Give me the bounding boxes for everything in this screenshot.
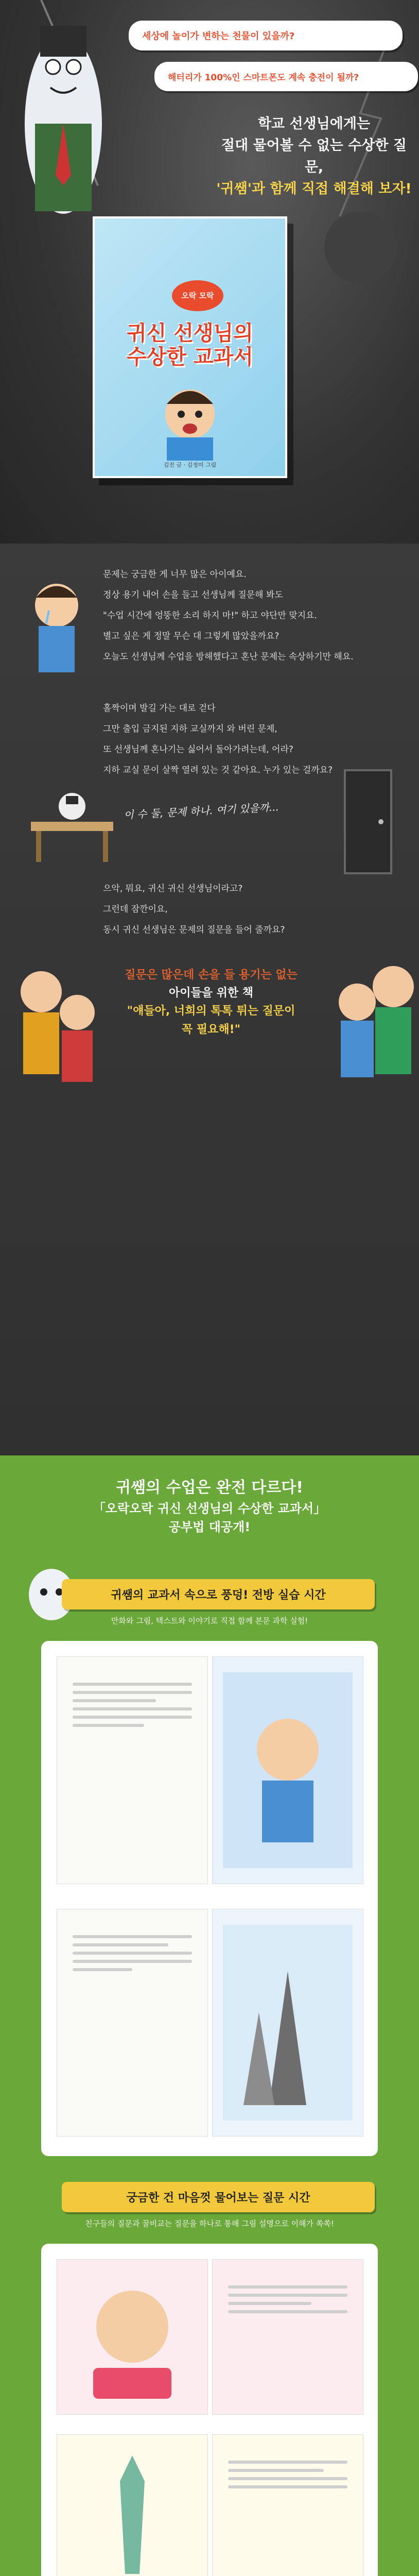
step2-page-right-2 — [212, 2434, 363, 2576]
step2-page-right — [212, 2259, 363, 2415]
intro-line: 그런데 잠깐이요, — [103, 904, 168, 914]
intro-line: 으악, 뭐요, 귀신 귀신 선생님이라고? — [103, 884, 243, 894]
step1-page-right — [212, 1656, 363, 1884]
intro-section — [0, 544, 419, 1455]
intro-line: "수업 시간에 엉뚱한 소리 하지 마!" 하고 야단만 맞지요. — [103, 611, 317, 621]
crying-boy-illustration — [21, 574, 93, 677]
step2-heading: 궁금한 건 마음껏 물어보는 질문 시간 — [62, 2182, 375, 2212]
creepy-door-illustration — [340, 765, 396, 878]
step1-page-right-2 — [212, 1909, 363, 2137]
intro-line: 그만 출입 금지된 지하 교실까지 와 버린 문제, — [103, 724, 277, 734]
intro-line: 오늘도 선생님께 수업을 방해했다고 혼난 문제는 속상하기만 해요. — [103, 652, 354, 662]
intro-callout: 질문은 많은데 손을 들 용기는 없는 아이들을 위한 책 "얘들아, 너희의 톡톡 튀는 질문이 꼭 필요해!" — [125, 969, 298, 1036]
book-badge: 오락 모락 — [172, 280, 223, 311]
question-bubble-2: 해터리가 100%인 스마트폰도 계속 충전이 될까? — [154, 62, 418, 91]
step1-spreads — [41, 1641, 378, 2156]
intro-line: 홀짝이며 발길 가는 대로 걷다 — [103, 703, 216, 714]
method-section — [0, 1455, 419, 2576]
step2-page-left — [57, 2259, 208, 2415]
intro-line: 또 선생님께 혼나기는 싫어서 돌아가려는데, 어라? — [103, 744, 293, 755]
intro-line: 동시 귀신 선생님은 문제의 질문을 들어 줄까요? — [103, 925, 285, 935]
intro-line: 정상 용기 내어 손을 들고 선생님께 질문해 봐도 — [103, 590, 283, 600]
method-title: 귀쌤의 수업은 완전 다르다! 「오락오락 귀신 선생님의 수상한 교과서」 공부법 대공개! — [93, 1479, 326, 1534]
intro-line: 별고 싶은 게 정말 무슨 대 그렇게 많았을까요? — [103, 631, 280, 641]
step2-page-left-2 — [57, 2434, 208, 2576]
book-author: 김진 글 · 김정미 그림 — [163, 462, 217, 468]
whisper-text: 이 수 둘, 문제 하나. 여기 있을까... — [123, 801, 280, 821]
kids-group-left-illustration — [10, 956, 103, 1090]
question-bubble-1: 세상에 놀이가 변하는 천물이 있을까? — [129, 21, 403, 50]
book-cover — [93, 216, 287, 478]
book-title: 귀신 선생님의 수상한 교과서 — [127, 321, 253, 369]
step1-desc: 만화와 그림, 텍스트와 이야기로 직접 함께 본문 과학 실험! — [111, 1616, 308, 1625]
step1-page-left-2 — [57, 1909, 208, 2137]
step1-heading: 귀쌤의 교과서 속으로 풍덩! 전방 실습 시간 — [62, 1579, 375, 1609]
intro-line: 문제는 궁금한 게 너무 많은 아이예요. — [103, 569, 247, 580]
ghost-teacher-illustration — [14, 5, 112, 247]
intro-paragraph-1 — [103, 564, 391, 667]
boy-illustration — [131, 383, 249, 461]
step2-spreads — [41, 2244, 378, 2576]
classroom-desk-illustration — [21, 786, 124, 868]
kids-group-right-illustration — [326, 956, 419, 1090]
hero-headline: 학교 선생님에게는 절대 물어볼 수 없는 수상한 질문, '귀쌤'과 함께 직접 해결해 보자! — [216, 116, 412, 197]
step1-page-left — [57, 1656, 208, 1884]
intro-line: 지하 교실 문이 살짝 열려 있는 것 같아요. 누가 있는 걸까요? — [103, 765, 333, 775]
intro-paragraph-3 — [103, 878, 391, 940]
hero-section — [0, 0, 419, 544]
step2-desc: 친구들의 질문과 꿀비교는 질문을 하나로 통해 그림 설명으로 이해가 쏙쏙! — [85, 2219, 334, 2228]
